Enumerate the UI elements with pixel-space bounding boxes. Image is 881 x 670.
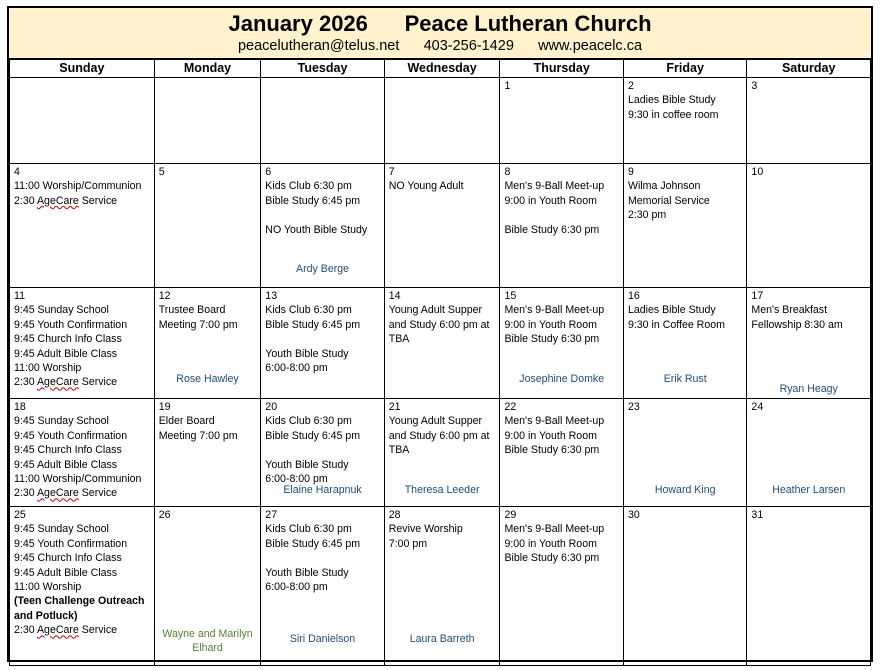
contact-phone: 403-256-1429 [423, 38, 514, 54]
event-line: and Potluck) [14, 609, 78, 622]
event-line: Memorial Service [627, 194, 710, 207]
calendar-header [9, 8, 871, 59]
weekday-friday: Friday [623, 60, 746, 78]
contact-website[interactable]: www.peacelc.ca [538, 38, 643, 54]
event-line: Bible Study 6:45 pm [265, 429, 361, 442]
event-line: 9:00 in Youth Room [504, 429, 597, 442]
day-cell[interactable] [384, 399, 500, 507]
day-cell[interactable] [747, 288, 871, 399]
day-cell[interactable] [623, 288, 746, 399]
volunteer-name: Erik Rust [663, 373, 707, 385]
weekday-monday: Monday [154, 60, 261, 78]
day-number: 1 [504, 80, 511, 92]
day-cell[interactable] [747, 507, 871, 666]
event-line: 9:00 in Youth Room [504, 194, 597, 207]
event-line: Bible Study 6:45 pm [265, 318, 361, 331]
event-line: 2:30 AgeCare Service [14, 376, 118, 389]
event-line: Bible Study 6:45 pm [265, 194, 361, 207]
day-number: 2 [627, 80, 634, 92]
event-line: 11:00 Worship [14, 581, 82, 594]
day-cell[interactable] [500, 164, 624, 288]
event-line: Revive Worship [388, 523, 463, 536]
day-cell[interactable] [154, 164, 261, 288]
event-line: 6:00-8:00 pm [265, 473, 328, 486]
event-line: Bible Study 6:30 pm [504, 552, 600, 565]
day-number: 9 [627, 166, 634, 178]
event-line: 9:45 Youth Confirmation [14, 537, 128, 550]
day-cell[interactable] [10, 164, 155, 288]
day-number: 17 [751, 290, 764, 302]
day-cell[interactable] [261, 78, 384, 164]
weekday-thursday: Thursday [500, 60, 624, 78]
day-cell[interactable] [747, 78, 871, 164]
day-number: 23 [627, 401, 640, 413]
day-cell[interactable] [384, 288, 500, 399]
event-line: 9:45 Youth Confirmation [14, 429, 128, 442]
event-line: 9:45 Sunday School [14, 523, 109, 536]
day-number: 5 [158, 166, 165, 178]
event-line: 2:30 pm [627, 209, 667, 222]
weekday-sunday: Sunday [10, 60, 155, 78]
event-line: Trustee Board [158, 304, 226, 317]
day-cell[interactable] [500, 507, 624, 666]
event-line: Men's 9-Ball Meet-up [504, 523, 605, 536]
volunteer-name: Wayne and Marilyn Elhard [162, 628, 253, 654]
day-number: 10 [751, 166, 764, 178]
volunteer-name: Ryan Heagy [779, 383, 838, 395]
calendar-grid [9, 59, 871, 666]
event-line: Kids Club 6:30 pm [265, 415, 352, 428]
volunteer-name: Heather Larsen [772, 484, 846, 496]
event-line: Meeting 7:00 pm [158, 429, 238, 442]
contact-line [9, 38, 871, 54]
volunteer-name: Theresa Leeder [404, 484, 480, 496]
event-line [265, 551, 380, 565]
event-line: Men's 9-Ball Meet-up [504, 304, 605, 317]
week-row [10, 78, 871, 164]
day-cell[interactable] [384, 164, 500, 288]
volunteer-name: Laura Barreth [409, 633, 475, 645]
day-number: 27 [265, 509, 278, 521]
week-row [10, 288, 871, 399]
event-line [504, 208, 620, 222]
day-cell[interactable] [261, 164, 384, 288]
day-number: 26 [158, 509, 171, 521]
week-row [10, 399, 871, 507]
day-cell[interactable] [10, 507, 155, 666]
event-line: 11:00 Worship/Communion [14, 180, 142, 193]
event-line: (Teen Challenge Outreach [14, 595, 145, 608]
day-number: 6 [265, 166, 272, 178]
event-line: 9:45 Church Info Class [14, 444, 122, 457]
event-line: Youth Bible Study [265, 566, 349, 579]
event-line: 9:45 Sunday School [14, 415, 109, 428]
event-line: Ladies Bible Study [627, 304, 716, 317]
weekday-wednesday: Wednesday [384, 60, 500, 78]
event-line: Youth Bible Study [265, 347, 349, 360]
event-line: Fellowship 8:30 am [751, 318, 843, 331]
day-number: 8 [504, 166, 511, 178]
event-line: NO Youth Bible Study [265, 223, 368, 236]
event-line: 9:45 Youth Confirmation [14, 318, 128, 331]
day-cell[interactable] [500, 288, 624, 399]
event-line: Kids Club 6:30 pm [265, 523, 352, 536]
day-number: 19 [158, 401, 171, 413]
day-number: 29 [504, 509, 517, 521]
event-line: 9:45 Adult Bible Class [14, 566, 118, 579]
event-line: TBA [388, 333, 410, 346]
event-line: Men's 9-Ball Meet-up [504, 180, 605, 193]
event-line: Youth Bible Study [265, 458, 349, 471]
day-cell[interactable] [10, 288, 155, 399]
event-line: Men's 9-Ball Meet-up [504, 415, 605, 428]
event-line: 7:00 pm [388, 537, 428, 550]
day-number: 7 [388, 166, 395, 178]
event-line: 2:30 AgeCare Service [14, 487, 118, 500]
day-number: 28 [388, 509, 401, 521]
event-line: 9:00 in Youth Room [504, 537, 597, 550]
day-cell[interactable] [154, 288, 261, 399]
event-line: Bible Study 6:30 pm [504, 333, 600, 346]
event-line: Bible Study 6:30 pm [504, 223, 600, 236]
day-number: 14 [388, 290, 401, 302]
day-cell[interactable] [154, 399, 261, 507]
event-line: 9:45 Church Info Class [14, 552, 122, 565]
day-cell[interactable] [623, 164, 746, 288]
week-row [10, 164, 871, 288]
day-cell[interactable] [623, 399, 746, 507]
event-line: Bible Study 6:45 pm [265, 537, 361, 550]
day-cell[interactable] [747, 164, 871, 288]
calendar-frame [7, 6, 873, 662]
day-number: 15 [504, 290, 517, 302]
day-cell[interactable] [261, 507, 384, 666]
day-cell[interactable] [747, 399, 871, 507]
day-number: 31 [751, 509, 764, 521]
event-line: 11:00 Worship [14, 362, 82, 375]
day-cell[interactable] [10, 78, 155, 164]
event-line: Meeting 7:00 pm [158, 318, 238, 331]
day-cell[interactable] [384, 507, 500, 666]
weekday-header-row [10, 60, 871, 78]
day-number: 24 [751, 401, 764, 413]
event-line: 11:00 Worship/Communion [14, 473, 142, 486]
event-line: 6:00-8:00 pm [265, 581, 328, 594]
day-number: 20 [265, 401, 278, 413]
event-line: 9:00 in Youth Room [504, 318, 597, 331]
week-row [10, 507, 871, 666]
day-number: 4 [14, 166, 20, 178]
weekday-tuesday: Tuesday [261, 60, 384, 78]
day-cell[interactable] [623, 507, 746, 666]
day-cell[interactable] [261, 399, 384, 507]
event-line: 9:30 in coffee room [627, 108, 719, 121]
day-cell[interactable] [154, 507, 261, 666]
day-number: 13 [265, 290, 278, 302]
event-line: Ladies Bible Study [627, 94, 716, 107]
volunteer-name: Howard King [654, 484, 716, 496]
event-line: Men's Breakfast [751, 304, 828, 317]
day-number: 18 [14, 401, 26, 413]
volunteer-name: Siri Danielson [289, 633, 356, 645]
event-line: Young Adult Supper [388, 304, 483, 317]
day-cell[interactable] [10, 399, 155, 507]
event-line: 6:00-8:00 pm [265, 362, 328, 375]
day-number: 3 [751, 80, 758, 92]
day-number: 25 [14, 509, 26, 521]
contact-email[interactable]: peacelutheran@telus.net [237, 38, 400, 54]
day-number: 11 [14, 290, 25, 302]
calendar-title: January 2026 Peace Lutheran Church [228, 11, 652, 36]
volunteer-name: Rose Hawley [176, 373, 239, 385]
day-cell[interactable] [154, 78, 261, 164]
event-line [265, 208, 380, 222]
event-line: and Study 6:00 pm at [388, 429, 490, 442]
volunteer-name: Josephine Domke [519, 373, 605, 385]
event-line [265, 332, 380, 346]
event-line: Young Adult Supper [388, 415, 483, 428]
day-number: 22 [504, 401, 517, 413]
event-line: 9:45 Adult Bible Class [14, 458, 118, 471]
event-line: and Study 6:00 pm at [388, 318, 490, 331]
event-line: Kids Club 6:30 pm [265, 304, 352, 317]
event-line: Elder Board [158, 415, 215, 428]
event-line: Wilma Johnson [627, 180, 701, 193]
event-line: 9:45 Church Info Class [14, 333, 122, 346]
volunteer-name: Elaine Harapnuk [283, 484, 362, 496]
day-number: 21 [388, 401, 401, 413]
event-line: 9:45 Adult Bible Class [14, 347, 118, 360]
event-line: 9:30 in Coffee Room [627, 318, 725, 331]
event-line: TBA [388, 444, 410, 457]
event-line: 2:30 AgeCare Service [14, 624, 118, 637]
weekday-saturday: Saturday [747, 60, 871, 78]
event-line: 9:45 Sunday School [14, 304, 109, 317]
day-cell[interactable] [261, 288, 384, 399]
event-line: 2:30 AgeCare Service [14, 194, 118, 207]
day-number: 30 [627, 509, 640, 521]
volunteer-name: Ardy Berge [296, 263, 350, 275]
day-cell[interactable] [623, 78, 746, 164]
day-cell[interactable] [500, 78, 624, 164]
event-line: Bible Study 6:30 pm [504, 444, 600, 457]
event-line: Kids Club 6:30 pm [265, 180, 352, 193]
event-line [265, 443, 380, 457]
day-cell[interactable] [500, 399, 624, 507]
event-line: NO Young Adult [388, 180, 464, 193]
day-cell[interactable] [384, 78, 500, 164]
day-number: 16 [627, 290, 640, 302]
day-number: 12 [158, 290, 171, 302]
